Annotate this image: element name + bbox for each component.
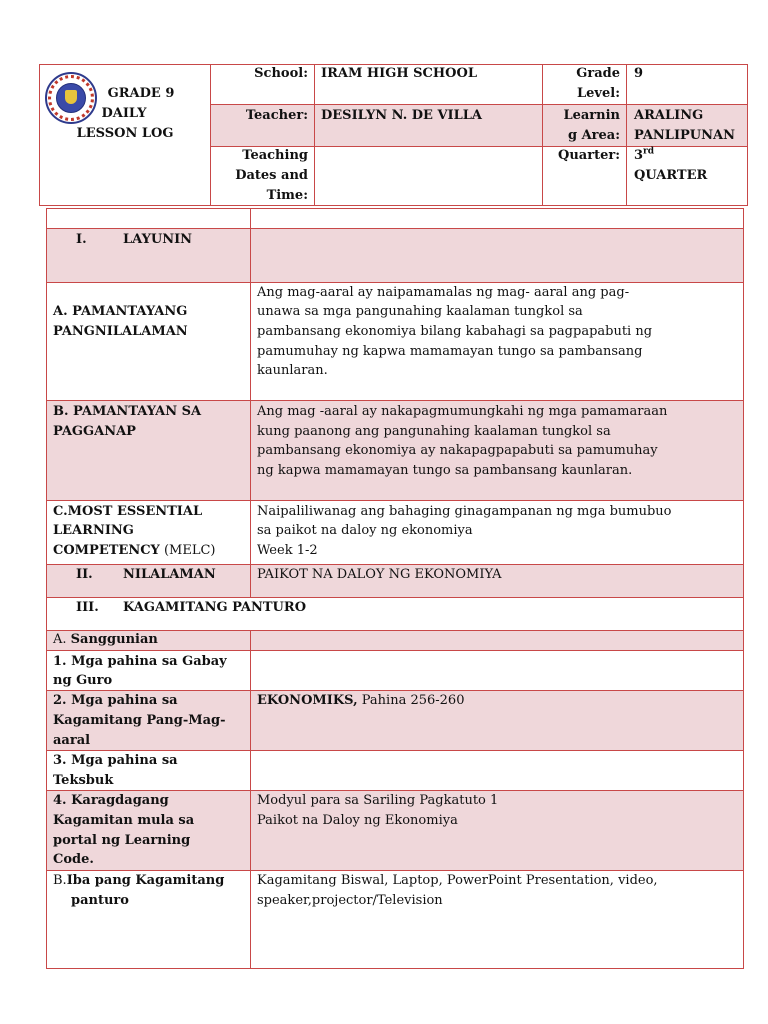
learning-area-label-line-1: Learnin	[563, 108, 620, 123]
nilalaman-value: PAIKOT NA DALOY NG EKONOMIYA	[257, 567, 502, 582]
grade-level-label-line-2: Level:	[577, 86, 620, 101]
quarter-value-line-2: QUARTER	[634, 168, 708, 183]
kagamitang-mag-aaral-label-line-1: 2. Mga pahina sa	[53, 693, 178, 708]
karagdagang-kagamitan-text-line-2: Paikot na Daloy ng Ekonomiya	[257, 813, 458, 828]
iba-pang-kagamitan-label-line-2: panturo	[71, 893, 129, 908]
teaching-dates-label-line-3: Time:	[266, 188, 308, 203]
pamantayang-pangnilalaman-label-line-2: PANGNILALAMAN	[53, 324, 188, 339]
header-col-divider-2	[314, 64, 315, 206]
layunin-label: LAYUNIN	[123, 232, 193, 247]
iba-pang-kagamitan-prefix: B.	[53, 873, 67, 888]
pamantayan-sa-pagganap-text-line-2: kung paanong ang pangunahing kaalaman tungkol sa	[257, 424, 611, 439]
pamantayang-pangnilalaman-text-line-5: kaunlaran.	[257, 363, 328, 378]
table-col-divider-a	[250, 208, 251, 597]
iba-pang-kagamitan-label: Iba pang Kagamitang	[66, 873, 225, 888]
iba-pang-kagamitan-text-line-2: speaker,projector/Television	[257, 893, 443, 908]
layunin-number: I.	[76, 232, 87, 247]
sanggunian-label: Sanggunian	[70, 632, 158, 647]
pamantayan-sa-pagganap-text-line-3: pambansang ekonomiya ay nakapagpapabuti sa pamumuhay	[257, 443, 658, 458]
melc-label-line-1: C.MOST ESSENTIAL	[53, 504, 203, 519]
quarter-value-line-1	[634, 146, 654, 166]
gabay-guro-label-line-1: 1. Mga pahina sa Gabay	[53, 654, 227, 669]
pamantayan-sa-pagganap-label-line-1: B. PAMANTAYAN SA	[53, 404, 202, 419]
melc-text-line-2: sa paikot na daloy ng ekonomiya	[257, 523, 473, 538]
pamantayang-pangnilalaman-text-line-1: Ang mag-aaral ay naipamamalas ng mag- aaral ang pag-	[257, 285, 630, 300]
teaching-dates-label-line-1: Teaching	[242, 148, 308, 163]
logo-torch-icon	[65, 90, 77, 104]
pamantayan-sa-pagganap-label-line-2: PAGGANAP	[53, 424, 136, 439]
table-line-bottom	[46, 968, 744, 969]
table-left-border	[46, 208, 47, 969]
melc-abbreviation: (MELC)	[159, 543, 216, 558]
kagamitang-panturo-number: III.	[76, 600, 99, 615]
table-line-4	[46, 500, 744, 501]
learning-area-label-line-2: g Area:	[567, 128, 620, 143]
grade-level-value: 9	[634, 66, 644, 81]
karagdagang-kagamitan-label-line-1: 4. Karagdagang	[53, 793, 169, 808]
melc-text-line-1: Naipaliliwanag ang bahaging ginagampanan ng mga bumubuo	[257, 504, 672, 519]
lesson-log-title-line-1: GRADE 9	[107, 86, 175, 101]
quarter-label: Quarter:	[558, 148, 620, 163]
table-right-border	[743, 208, 744, 969]
header-left-border	[39, 64, 40, 206]
table-line-3	[46, 400, 744, 401]
pamantayang-pangnilalaman-text-line-3: pambansang ekonomiya bilang kabahagi sa pagpapabuti ng	[257, 324, 653, 339]
learning-area-value-line-1: ARALING	[634, 108, 704, 123]
kagamitang-panturo-label: KAGAMITANG PANTURO	[123, 600, 307, 615]
learning-area-value-line-2: PANLIPUNAN	[634, 128, 735, 143]
karagdagang-kagamitan-label-line-2: Kagamitan mula sa	[53, 813, 195, 828]
gabay-guro-label-line-2: ng Guro	[53, 673, 113, 688]
iba-pang-kagamitan-text-line-1: Kagamitang Biswal, Laptop, PowerPoint Presentation, video,	[257, 873, 658, 888]
nilalaman-number: II.	[76, 567, 93, 582]
quarter-ordinal: rd	[643, 146, 655, 157]
karagdagang-kagamitan-text-line-1: Modyul para sa Sariling Pagkatuto 1	[257, 793, 499, 808]
lesson-log-title-line-2: DAILY	[101, 106, 147, 121]
teksbuk-label-line-1: 3. Mga pahina sa	[53, 753, 178, 768]
ekonomiks-book-title: EKONOMIKS,	[257, 693, 358, 708]
teacher-value: DESILYN N. DE VILLA	[321, 108, 482, 123]
grade-level-label-line-1: Grade	[576, 66, 620, 81]
table-line-top	[46, 208, 744, 209]
lesson-log-title-line-3: LESSON LOG	[76, 126, 174, 141]
pamantayang-pangnilalaman-text-line-4: pamumuhay ng kapwa mamamayan tungo sa pambansang	[257, 344, 643, 359]
iba-pang-kagamitan-label-line-1	[53, 871, 224, 891]
sanggunian-prefix: A.	[53, 632, 67, 647]
melc-text-line-3: Week 1-2	[257, 543, 318, 558]
header-bottom-border	[39, 205, 748, 206]
teacher-label: Teacher:	[245, 108, 308, 123]
school-value: IRAM HIGH SCHOOL	[321, 66, 477, 81]
teaching-dates-label-line-2: Dates and	[235, 168, 308, 183]
table-line-1	[46, 228, 744, 229]
melc-label-line-2: LEARNING	[53, 523, 134, 538]
pamantayang-pangnilalaman-text-line-2: unawa sa mga pangunahing kaalaman tungkol sa	[257, 304, 583, 319]
melc-competency-word: COMPETENCY	[53, 543, 160, 558]
table-col-divider-b	[250, 630, 251, 969]
kagamitang-mag-aaral-label-line-3: aaral	[53, 733, 91, 748]
melc-label-line-3	[53, 541, 216, 561]
pamantayang-pangnilalaman-label-line-1: A. PAMANTAYANG	[53, 304, 188, 319]
sanggunian-row-label	[53, 630, 158, 650]
pamantayan-sa-pagganap-text-line-4: ng kapwa mamamayan tungo sa pambansang kaunlaran.	[257, 463, 633, 478]
karagdagang-kagamitan-label-line-3: portal ng Learning	[53, 833, 191, 848]
table-line-8	[46, 650, 744, 651]
teksbuk-label-line-2: Teksbuk	[53, 773, 114, 788]
nilalaman-label: NILALAMAN	[123, 567, 216, 582]
header-col-divider-3	[542, 64, 543, 206]
school-label: School:	[254, 66, 308, 81]
header-row-divider-1	[210, 104, 748, 105]
header-col-divider-1	[210, 64, 211, 206]
karagdagang-kagamitan-label-line-4: Code.	[53, 852, 94, 867]
quarter-number: 3	[634, 148, 644, 163]
kagamitang-mag-aaral-value	[257, 691, 464, 711]
ekonomiks-pages: Pahina 256-260	[357, 693, 465, 708]
pamantayan-sa-pagganap-text-line-1: Ang mag -aaral ay nakapagmumungkahi ng mga pamamaraan	[257, 404, 668, 419]
kagamitang-mag-aaral-label-line-2: Kagamitang Pang-Mag-	[53, 713, 226, 728]
header-right-border	[747, 64, 748, 206]
header-col-divider-4	[626, 64, 627, 206]
